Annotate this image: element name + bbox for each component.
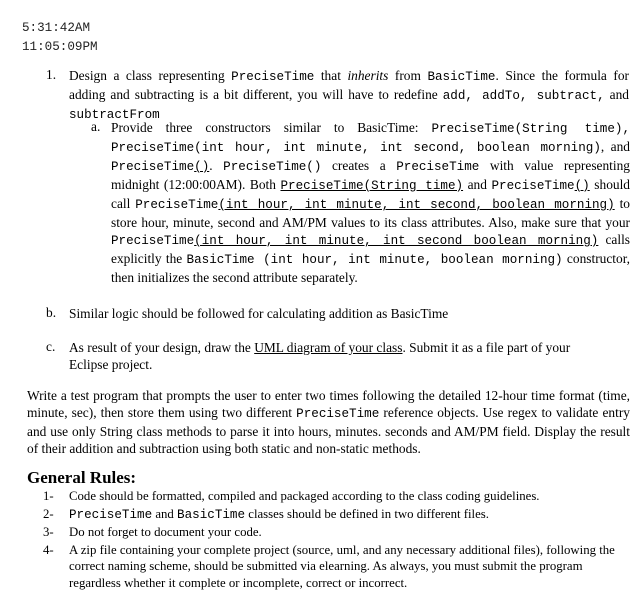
console-output xyxy=(22,19,98,57)
list-item: 3- Do not forget to document your code. xyxy=(43,525,262,539)
console-line: 11:05:09PM xyxy=(22,40,98,54)
test-program-paragraph: Write a test program that prompts the user to enter two times following the detailed 12-hour time format (time, minute, sec), then store them using two different PreciseTime reference objects. Use regex to validate entry and use only String class methods to parse it into hours, minutes. seconds and AM/PM field. Display the result of their addition and subtraction using both static and non-static methods. xyxy=(27,388,630,456)
subitem-c-text: As result of your design, draw the UML diagram of your class. Submit it as a file part of your Eclipse project. xyxy=(69,340,571,372)
subitem-a-label: a. xyxy=(91,119,101,134)
subitem-c-label: c. xyxy=(46,339,56,354)
subitem-a-text: Provide three constructors similar to BasicTime: PreciseTime(String time), PreciseTime(int hour, int minute, int second, boolean morning), and PreciseTime(). PreciseTime() creates a PreciseTime with value representing midnight (12:00:00AM). Both PreciseTime(String time) and PreciseTime() should call PreciseTime(int hour, int minute, int second, boolean morning) to store hour, minute, second and AM/PM values to its class attributes. Also, make sure that your PreciseTime(int hour, int minute, int second boolean morning) calls explicitly the BasicTime (int hour, int minute, boolean morning) constructor, then initializes the second attribute separately. xyxy=(111,120,631,285)
list-item: 2- PreciseTime and BasicTime classes should be defined in two different files. xyxy=(43,506,489,522)
uml-diagram-link[interactable]: UML diagram of your class xyxy=(254,340,403,355)
rules-heading: General Rules: xyxy=(27,468,137,487)
subitem-b-text: Similar logic should be followed for calculating addition as BasicTime xyxy=(69,306,449,321)
subitem-b-label: b. xyxy=(46,305,57,320)
item-1-intro: Design a class representing PreciseTime that inherits from BasicTime. Since the formula for adding and subtracting is a bit different, you will have to redefine add, addTo, subtract, and subtractFrom xyxy=(69,68,630,122)
rules-list xyxy=(43,488,633,592)
console-line: 5:31:42AM xyxy=(22,21,91,35)
item-number: 1. xyxy=(46,67,57,82)
list-item: 1- Code should be formatted, compiled and packaged according to the class coding guidelines. xyxy=(43,489,540,503)
list-item: 4- A zip file containing your complete project (source, uml, and any necessary additional files), following the correct naming scheme, should be submitted via elearning. As always, you must submit the program regardless whether it complete or incomplete, correct or incorrect. xyxy=(43,542,615,590)
